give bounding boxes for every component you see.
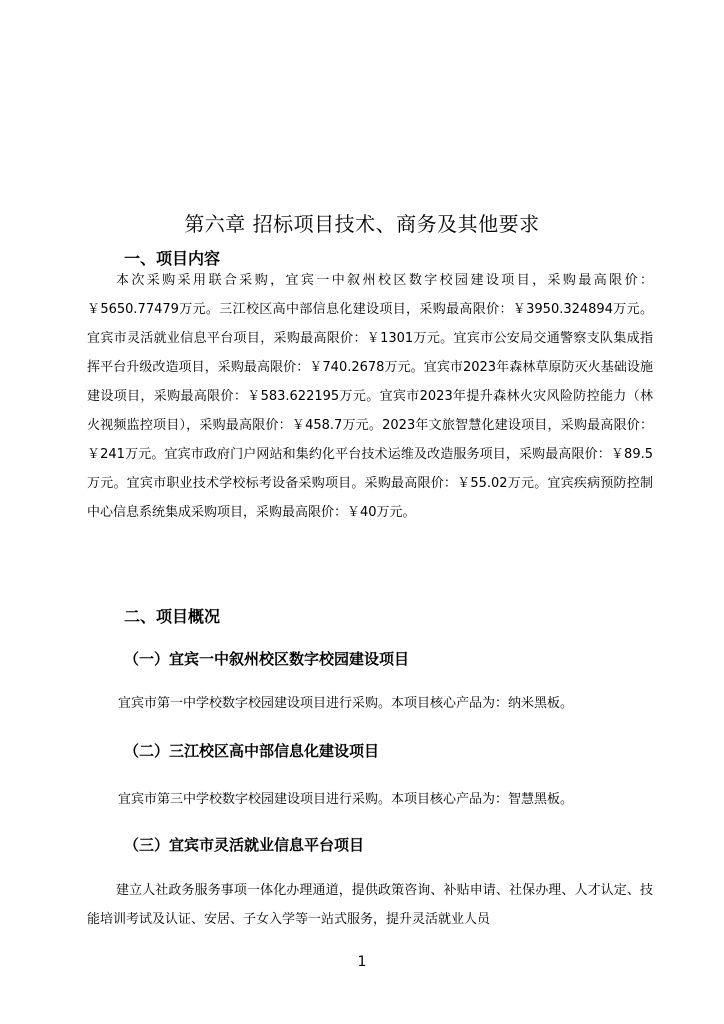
subsection-text-3: 建立人社政务服务事项一体化办理通道，提供政策咨询、补贴申请、社保办理、人才认定、技能培训考试及认证、安居、子女入学等一站式服务，提升灵活就业人员: [87, 883, 653, 927]
subsection-text-2: 宜宾市第三中学校数字校园建设项目进行采购。本项目核心产品为：智慧黑板。: [118, 792, 574, 807]
subsection-heading-3: （三）宜宾市灵活就业信息平台项目: [124, 836, 365, 854]
chapter-title: 第六章 招标项目技术、商务及其他要求: [184, 212, 540, 236]
page-number: 1: [357, 954, 367, 970]
subsection-heading-1: （一）宜宾一中叙州校区数字校园建设项目: [124, 650, 410, 668]
project-content-paragraph: 本次采购采用联合采购，宜宾一中叙州校区数字校园建设项目，采购最高限价：￥5650.77479万元。三江校区高中部信息化建设项目，采购最高限价：￥3950.324894万元。宜宾市灵活就业信息平台项目，采购最高限价：￥1301万元。宜宾市公安局交通警察支队集成指挥平台升级改造项目，采购最高限价：￥740.2678万元。宜宾市2023年森林草原防灭火基础设施建设项目，采购最高限价：￥583.622195万元。宜宾市2023年提升森林火灾风险防控能力（林火视频监控项目），采购最高限价：￥458.7万元。2023年文旅智慧化建设项目，采购最高限价：￥241万元。宜宾市政府门户网站和集约化平台技术运维及改造服务项目，采购最高限价：￥89.5万元。宜宾市职业技术学校标考设备采购项目。采购最高限价：￥55.02万元。宜宾疾病预防控制中心信息系统集成采购项目，采购最高限价：￥40万元。: [87, 273, 653, 520]
subsection-heading-2: （二）三江校区高中部信息化建设项目: [124, 742, 380, 760]
section-heading-project-content: 一、项目内容: [124, 249, 221, 268]
subsection-text-1: 宜宾市第一中学校数字校园建设项目进行采购。本项目核心产品为：纳米黑板。: [118, 696, 574, 711]
section-heading-project-overview: 二、项目概况: [124, 607, 221, 626]
